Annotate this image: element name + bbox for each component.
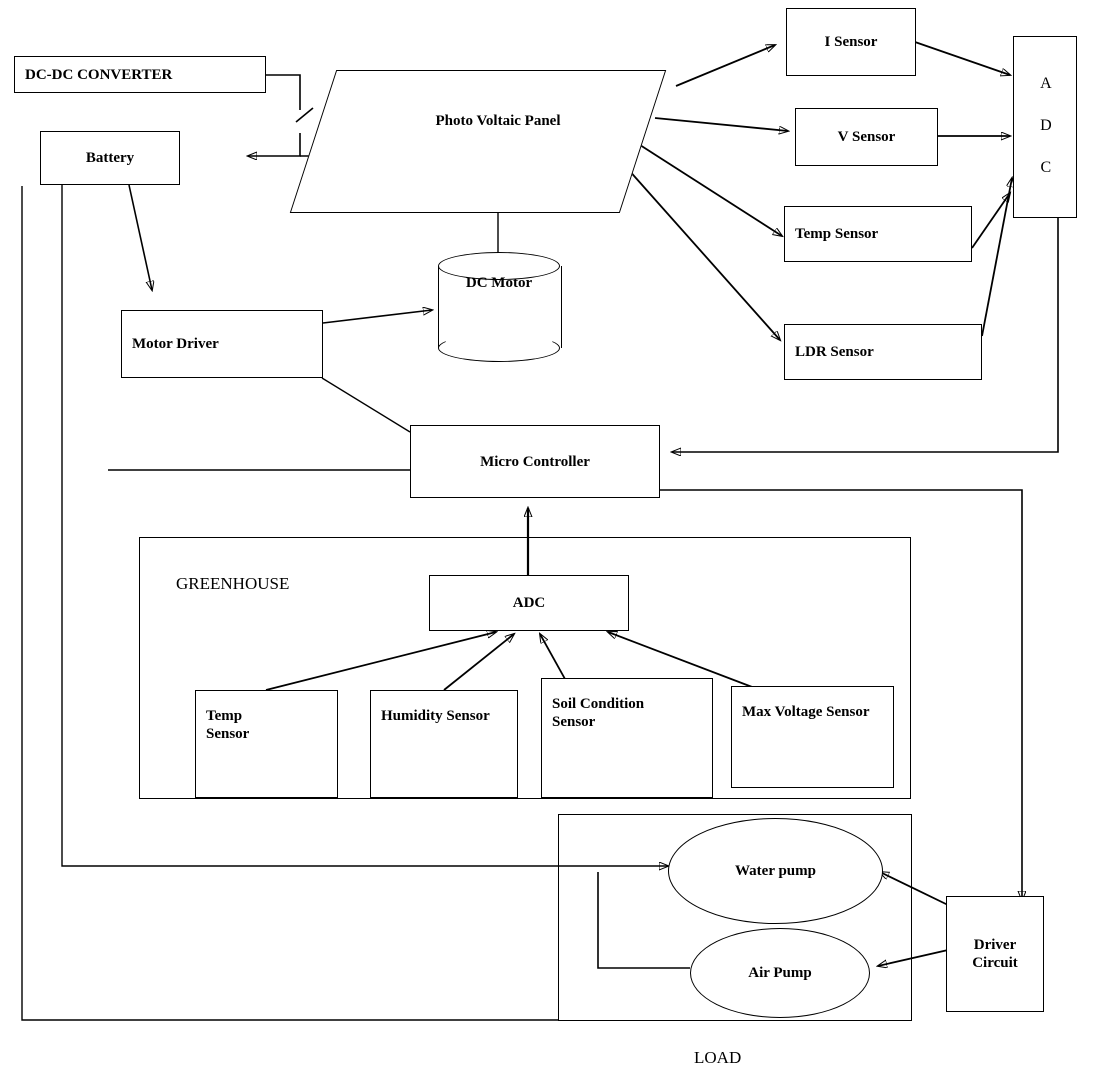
- cylinder-bottom: [438, 334, 560, 362]
- node-i-sensor: [786, 8, 916, 76]
- node-label: Humidity Sensor: [381, 708, 490, 724]
- node-label: Soil Condition Sensor: [552, 696, 645, 730]
- node-gh-maxvolt-sensor: [731, 686, 894, 788]
- node-label: A D C: [1037, 74, 1055, 180]
- node-label: Micro Controller: [480, 453, 590, 470]
- node-label: Water pump: [735, 862, 816, 879]
- node-motor-driver: [121, 310, 323, 378]
- node-label: LDR Sensor: [795, 344, 874, 360]
- node-label: DC Motor: [465, 275, 533, 291]
- node-label: ADC: [512, 595, 546, 611]
- node-micro-controller: [410, 425, 660, 498]
- node-label: Temp Sensor: [795, 226, 879, 242]
- node-label: I Sensor: [824, 34, 878, 50]
- node-label: Max Voltage Sensor: [742, 704, 870, 720]
- node-air-pump: [690, 928, 870, 1018]
- node-temp-sensor: [784, 206, 972, 262]
- node-label: Driver Circuit: [972, 937, 1018, 971]
- node-gh-humidity-sensor: [370, 690, 518, 798]
- node-gh-soil-sensor: [541, 678, 713, 798]
- node-dc-dc-converter: [14, 56, 266, 93]
- node-label: DC-DC CONVERTER: [25, 66, 173, 83]
- node-label: Motor Driver: [132, 336, 219, 352]
- node-photo-voltaic-panel-shape: [290, 70, 666, 213]
- node-photo-voltaic-panel-label: Photo Voltaic Panel: [435, 113, 561, 129]
- node-battery: [40, 131, 180, 185]
- group-greenhouse-label: GREENHOUSE: [176, 574, 290, 593]
- node-label: Air Pump: [748, 964, 812, 981]
- group-load-label: LOAD: [694, 1048, 742, 1067]
- node-water-pump: [668, 818, 883, 924]
- node-dc-motor: [438, 252, 560, 362]
- node-label: Battery: [85, 150, 135, 166]
- node-label: V Sensor: [837, 129, 896, 145]
- node-adc-main: [1013, 36, 1077, 218]
- node-label: Temp Sensor: [206, 708, 250, 742]
- node-driver-circuit: [946, 896, 1044, 1012]
- node-adc-greenhouse: [429, 575, 629, 631]
- node-ldr-sensor: [784, 324, 982, 380]
- node-gh-temp-sensor: [195, 690, 338, 798]
- node-v-sensor: [795, 108, 938, 166]
